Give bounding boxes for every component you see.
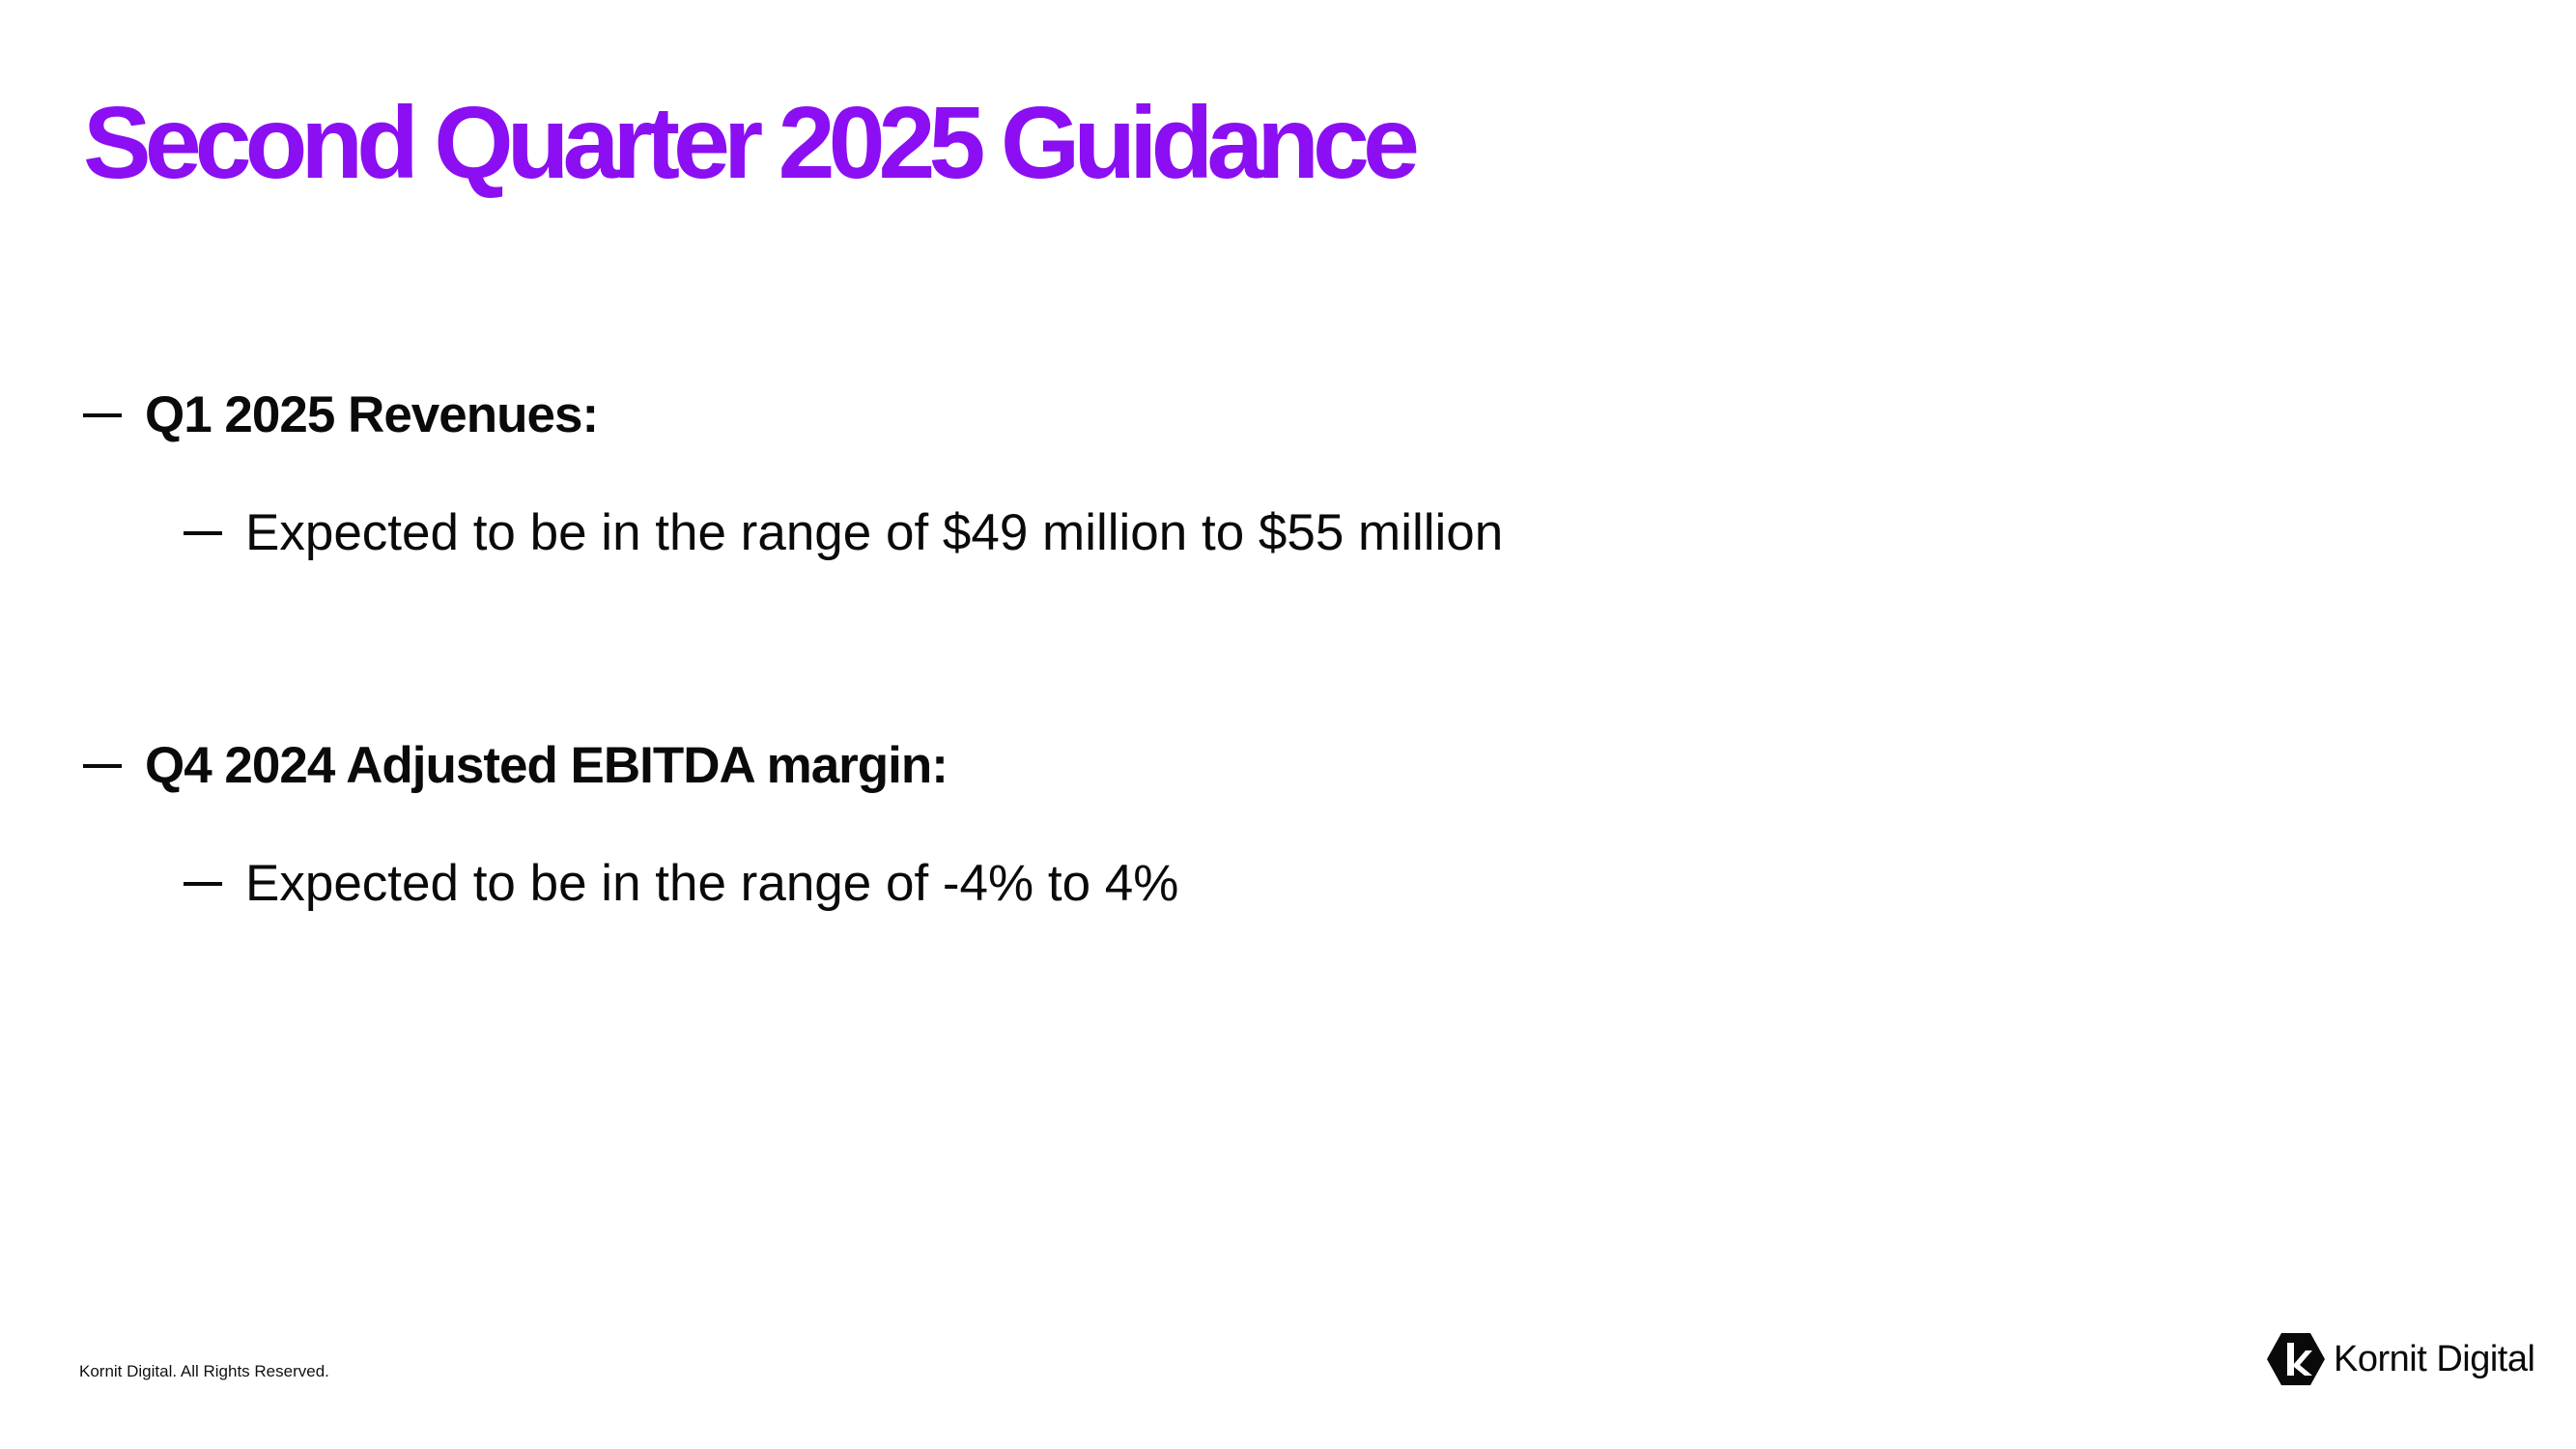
sub-bullet-text: Expected to be in the range of $49 million to $55 million [245,504,1504,561]
dash-bullet-icon [184,882,222,886]
dash-bullet-icon [184,531,222,535]
sub-bullet-row [184,849,2383,919]
dash-bullet-icon [83,764,122,768]
section-heading: Q4 2024 Adjusted EBITDA margin: [145,737,948,794]
copyright-footer: Kornit Digital. All Rights Reserved. [79,1362,329,1380]
section-heading-row [83,381,2383,450]
sub-bullet-text: Expected to be in the range of -4% to 4% [245,855,1179,912]
kornit-logo [2266,1331,2534,1387]
dash-bullet-icon [83,413,122,417]
guidance-section-ebitda [83,731,2383,919]
section-heading: Q1 2025 Revenues: [145,386,599,443]
sub-bullet-row [184,498,2383,568]
guidance-section-revenues [83,381,2383,568]
kornit-k-hexagon-icon [2266,1331,2326,1387]
slide-title: Second Quarter 2025 Guidance [83,86,1413,200]
logo-text: Kornit Digital [2334,1339,2535,1379]
section-heading-row [83,731,2383,801]
